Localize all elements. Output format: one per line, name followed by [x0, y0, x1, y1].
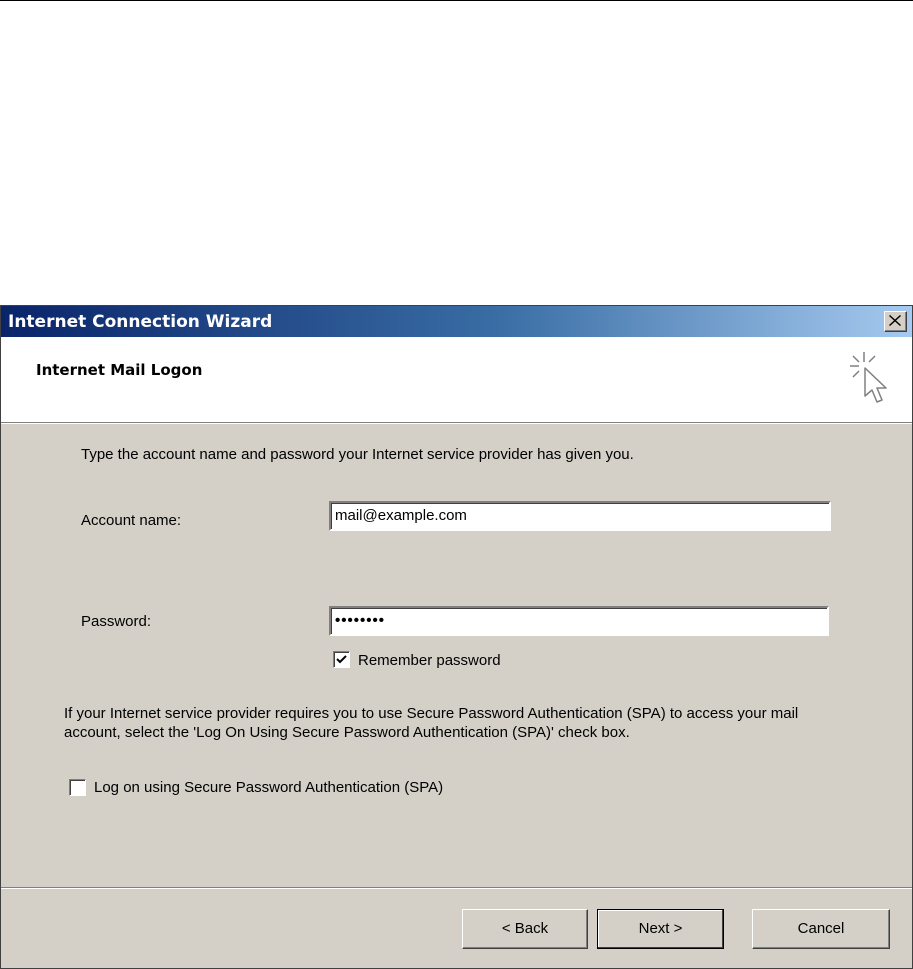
account-name-label [81, 512, 181, 529]
window-title: Internet Connection Wizard [8, 312, 273, 332]
back-button[interactable]: < Back [462, 909, 588, 949]
account-name-label-text: Account name: [81, 512, 182, 529]
cancel-button[interactable]: Cancel [752, 909, 890, 949]
spa-checkbox[interactable] [69, 779, 86, 796]
intro-text: Type the account name and password your Internet service provider has given you. [81, 446, 634, 463]
checkmark-icon [336, 654, 347, 665]
wizard-cursor-icon [846, 350, 898, 410]
footer-separator [1, 887, 912, 889]
account-name-input[interactable]: mail@example.com [329, 501, 831, 531]
wizard-dialog [0, 305, 913, 969]
wizard-header [1, 337, 912, 423]
top-border-line [0, 0, 913, 1]
password-input[interactable]: •••••••• [329, 606, 829, 636]
close-icon [889, 315, 901, 326]
close-button[interactable] [884, 311, 907, 332]
title-bar[interactable] [1, 306, 912, 337]
password-label-text: Password: [81, 613, 152, 630]
spa-label[interactable]: Log on using Secure Password Authentication (SPA) [94, 779, 444, 796]
remember-password-label[interactable]: Remember password [358, 652, 501, 669]
remember-password-checkbox[interactable] [333, 651, 350, 668]
spa-description: If your Internet service provider requires you to use Secure Password Authentication (SPA) to access your mail account, select the 'Log On Using Secure Password Authentication (SPA)' check box. [64, 705, 799, 741]
password-label [81, 613, 151, 630]
next-button[interactable]: Next > [597, 909, 724, 949]
page-title: Internet Mail Logon [36, 361, 203, 379]
